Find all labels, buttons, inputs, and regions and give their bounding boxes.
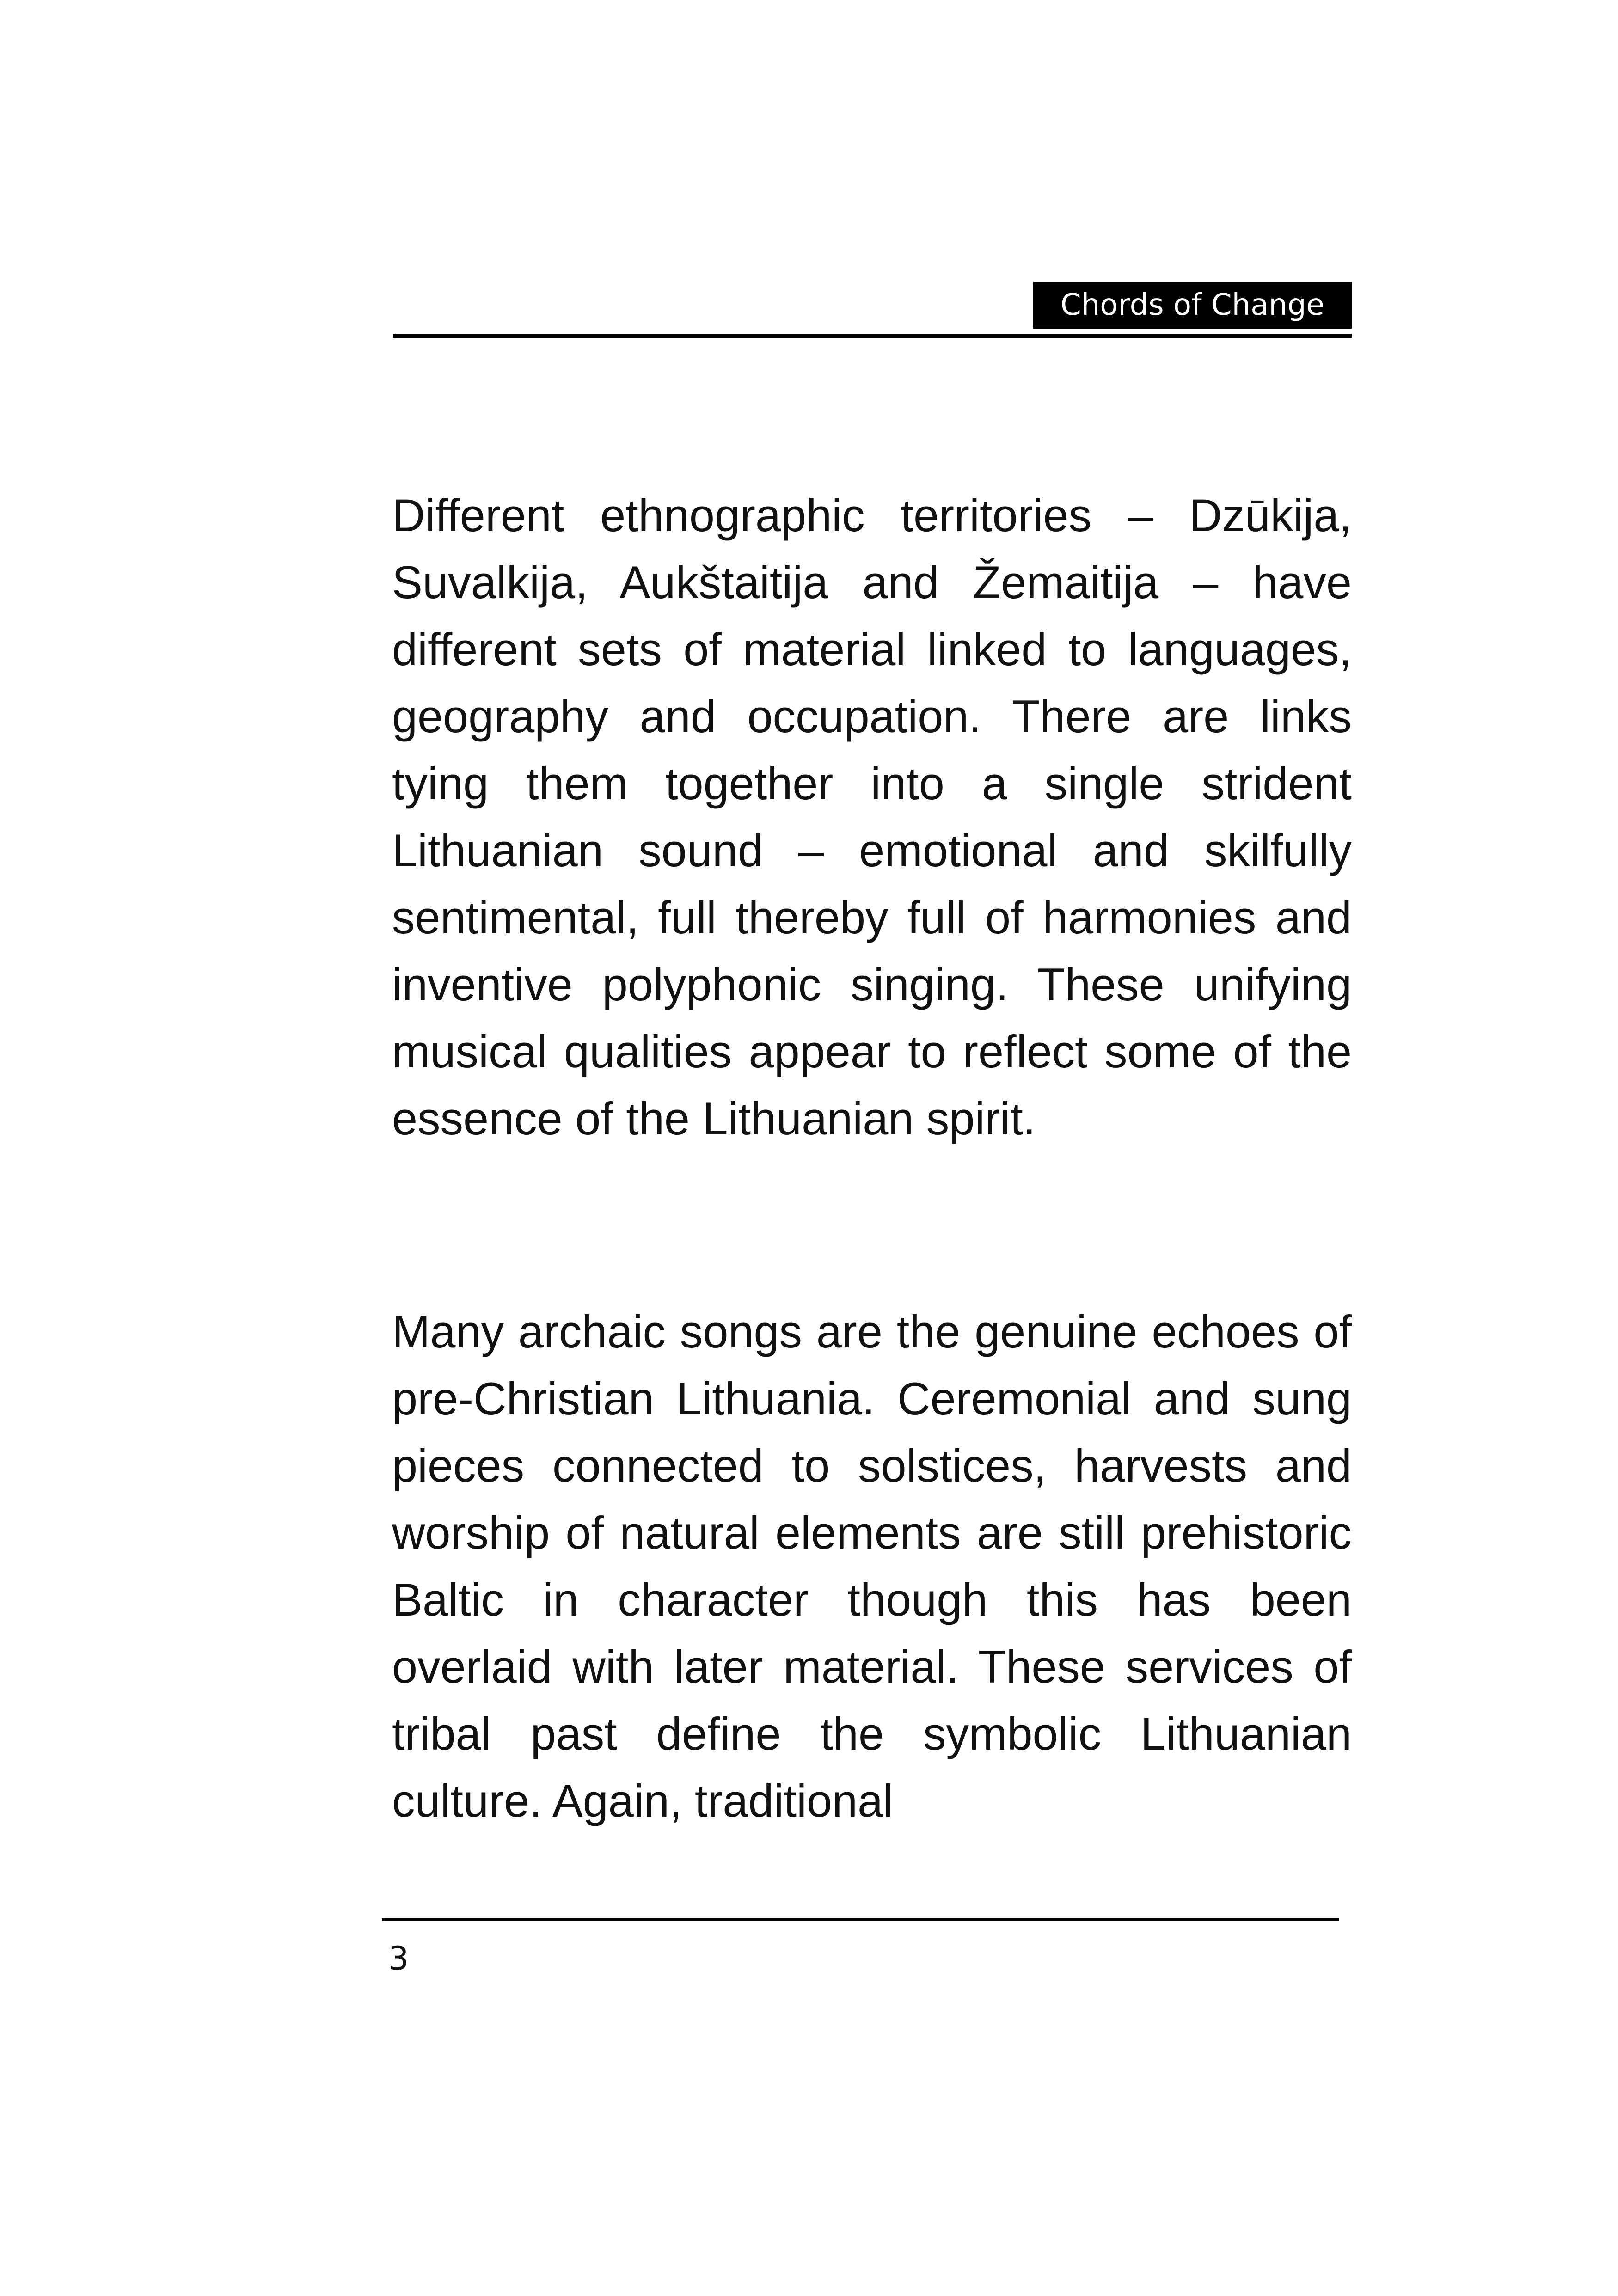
running-header-title: Chords of Change <box>1033 282 1352 329</box>
body-paragraph-2: Many archaic songs are the genuine echoes of pre-Christian Lithuania. Ceremonial and sung pieces connected to solstices, harvests and worship of natural elements are still prehistoric Baltic in character though this has been overlaid with later material. These services of tribal past define the symbolic Lithuanian culture. Again, traditional <box>392 1306 1352 1826</box>
body-paragraph-1: Different ethnographic territories – Dzūkija, Suvalkija, Aukštaitija and Žemaitija – have different sets of material linked to languages, geography and occupation. There are links tying them together into a single strident Lithuanian sound – emotional and skilfully sentimental, full thereby full of harmonies and inventive polyphonic singing. These unifying musical qualities appear to reflect some of the essence of the Lithuanian spirit. <box>392 490 1352 1144</box>
footer-rule <box>382 1918 1339 1921</box>
page-number: 3 <box>388 1940 409 1978</box>
header-rule <box>393 334 1352 338</box>
